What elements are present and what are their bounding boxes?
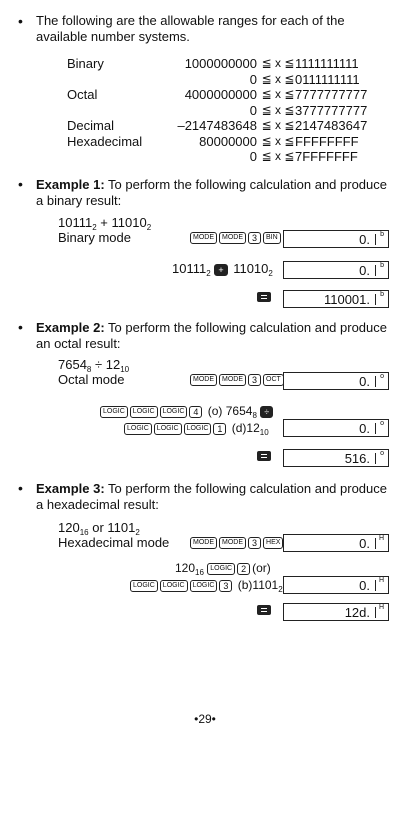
range-low: 80000000 — [199, 133, 257, 149]
bullet: • — [18, 480, 23, 496]
display-value: 110001. — [323, 292, 370, 307]
range-system — [67, 103, 147, 119]
range-high: 0111111111 — [295, 71, 360, 87]
display-value: 0. — [359, 578, 370, 593]
example3-expression: $120_{16}$ or $1101_2$ — [58, 520, 140, 537]
example1-desc: To perform the following calculation and produce a binary result: — [36, 177, 387, 208]
display-value: 12d. — [344, 605, 370, 620]
example3-label: Example 3: — [36, 481, 105, 496]
example1-label: Example 1: — [36, 177, 105, 192]
range-relation: ≦ x ≦ — [261, 87, 295, 101]
bin-key[interactable]: BIN — [263, 232, 281, 244]
example3-step2: $120_{16}$ LOGIC 2 (or) — [175, 561, 271, 577]
example2-step2: LOGIC LOGIC LOGIC 4 (o) $7654_8$ ÷ — [100, 404, 275, 420]
bullet: • — [18, 319, 23, 335]
bullet: • — [18, 176, 23, 192]
range-high: 2147483647 — [295, 118, 368, 133]
display-indicator: b — [380, 262, 384, 269]
range-low: 4000000000 — [184, 87, 257, 102]
mode-key[interactable]: MODE — [219, 537, 246, 549]
mode-key[interactable]: MODE — [219, 374, 246, 386]
example3-mode-keys — [190, 537, 285, 549]
display-indicator: b — [380, 231, 384, 238]
range-low: –2147483648 — [177, 118, 257, 133]
range-relation: ≦ x ≦ — [261, 149, 295, 163]
display-value: 0. — [359, 536, 370, 551]
example1-display-2 — [283, 261, 389, 279]
range-relation: ≦ x ≦ — [261, 133, 295, 148]
example1-expression: $10111_2 + 11010_2$ — [58, 215, 152, 232]
example2-equals — [257, 451, 271, 463]
divide-key[interactable]: ÷ — [260, 406, 273, 418]
range-high: FFFFFFFF — [295, 133, 359, 149]
mode-key[interactable]: MODE — [219, 232, 246, 244]
example2-step3: LOGIC LOGIC LOGIC 1 $(d)12_{10}$ — [124, 421, 269, 437]
range-row — [67, 72, 367, 88]
example3-display-2 — [283, 576, 389, 594]
example2-display-2 — [283, 419, 389, 437]
digit-key[interactable]: 4 — [189, 406, 202, 418]
ranges-table — [67, 56, 367, 165]
range-row — [67, 87, 367, 103]
logic-key[interactable]: LOGIC — [100, 406, 128, 418]
range-row — [67, 118, 367, 134]
logic-key[interactable]: LOGIC — [160, 580, 188, 592]
example3-display-3 — [283, 603, 389, 621]
example3-heading — [36, 481, 396, 513]
range-system — [67, 149, 147, 165]
mode-key[interactable]: MODE — [190, 374, 217, 386]
digit-key[interactable]: 3 — [248, 232, 261, 244]
example1-step2: $10111_2 + 11010_2$ — [172, 261, 273, 278]
intro-text: The following are the allowable ranges for each of the available number systems. — [36, 13, 345, 44]
step-text: (d)12 — [231, 421, 260, 435]
display-indicator: H — [378, 604, 384, 611]
range-system: Hexadecimal — [67, 133, 143, 149]
example1-mode-label: Binary mode — [58, 230, 131, 245]
plus-key[interactable]: + — [214, 264, 227, 276]
digit-key[interactable]: 2 — [237, 563, 250, 575]
logic-key[interactable]: LOGIC — [124, 423, 152, 435]
range-low: 1000000000 — [184, 56, 257, 71]
example3-mode-label: Hexadecimal mode — [58, 535, 170, 550]
equals-key[interactable] — [257, 605, 271, 615]
range-system: Binary — [67, 56, 104, 71]
example1-heading — [36, 177, 396, 209]
range-system: Decimal — [67, 118, 114, 133]
example2-desc: To perform the following calculation and produce an octal result: — [36, 320, 387, 351]
oct-key[interactable]: OCT — [263, 374, 284, 386]
range-relation: ≦ x ≦ — [261, 102, 295, 117]
display-value: 0. — [359, 232, 370, 247]
mode-key[interactable]: MODE — [190, 232, 217, 244]
step-text: (o) 7654 — [207, 404, 253, 418]
logic-key[interactable]: LOGIC — [184, 423, 212, 435]
range-low: 0 — [249, 102, 257, 118]
example2-mode-label: Octal mode — [58, 372, 125, 387]
range-relation: ≦ x ≦ — [261, 56, 295, 70]
example2-display-1 — [283, 372, 389, 390]
logic-key[interactable]: LOGIC — [154, 423, 182, 435]
example1-mode-keys — [190, 232, 283, 244]
example1-equals — [257, 292, 271, 304]
range-low: 0 — [249, 149, 257, 164]
range-row — [67, 149, 367, 165]
equals-key[interactable] — [257, 451, 271, 461]
display-indicator: o — [380, 373, 384, 380]
example3-display-1 — [283, 534, 389, 552]
logic-key[interactable]: LOGIC — [130, 580, 158, 592]
display-value: 516. — [344, 451, 370, 466]
example2-mode-keys — [190, 374, 286, 386]
example1-display-1 — [283, 230, 389, 248]
display-value: 0. — [359, 374, 370, 389]
range-row — [67, 103, 367, 119]
range-high: 7777777777 — [295, 87, 368, 102]
hex-key[interactable]: HEX — [263, 537, 283, 549]
example2-heading — [36, 320, 396, 352]
range-low: 0 — [249, 71, 257, 87]
display-value: 0. — [359, 421, 370, 436]
display-indicator: b — [380, 291, 384, 298]
digit-key[interactable]: 3 — [248, 374, 261, 386]
range-high: 1111111111 — [295, 56, 359, 71]
digit-key[interactable]: 1 — [213, 423, 226, 435]
mode-key[interactable]: MODE — [190, 537, 217, 549]
display-indicator: o — [380, 450, 384, 457]
example3-equals — [257, 605, 271, 617]
range-high: 3777777777 — [295, 102, 368, 118]
example1-display-3 — [283, 290, 389, 308]
display-indicator: H — [378, 577, 384, 584]
range-row — [67, 134, 367, 150]
display-value: 0. — [359, 263, 370, 278]
digit-key[interactable]: 3 — [248, 537, 261, 549]
display-indicator: H — [378, 535, 384, 542]
example3-step3: LOGIC LOGIC LOGIC 3 $(b)1101_2$ — [130, 578, 283, 594]
range-row — [67, 56, 367, 72]
example3-desc: To perform the following calculation and produce a hexadecimal result: — [36, 481, 387, 512]
bullet: • — [18, 13, 23, 29]
digit-key[interactable]: 3 — [219, 580, 232, 592]
range-high: 7FFFFFFF — [295, 149, 358, 164]
logic-key[interactable]: LOGIC — [207, 563, 235, 575]
logic-key[interactable]: LOGIC — [190, 580, 218, 592]
example2-label: Example 2: — [36, 320, 105, 335]
equals-key[interactable] — [257, 292, 271, 302]
step-text: (b)1101 — [237, 578, 279, 592]
logic-key[interactable]: LOGIC — [130, 406, 158, 418]
range-relation: ≦ x ≦ — [261, 71, 295, 86]
range-relation: ≦ x ≦ — [261, 118, 295, 132]
display-indicator: o — [380, 420, 384, 427]
example2-display-3 — [283, 449, 389, 467]
logic-key[interactable]: LOGIC — [160, 406, 188, 418]
range-system: Octal — [67, 87, 98, 102]
step-text: 120 — [175, 561, 196, 575]
step-text: (or) — [252, 561, 271, 575]
page-number: •29• — [194, 712, 216, 726]
range-system — [67, 72, 147, 88]
example2-expression: $7654_8 \div 12_{10}$ — [58, 357, 130, 374]
